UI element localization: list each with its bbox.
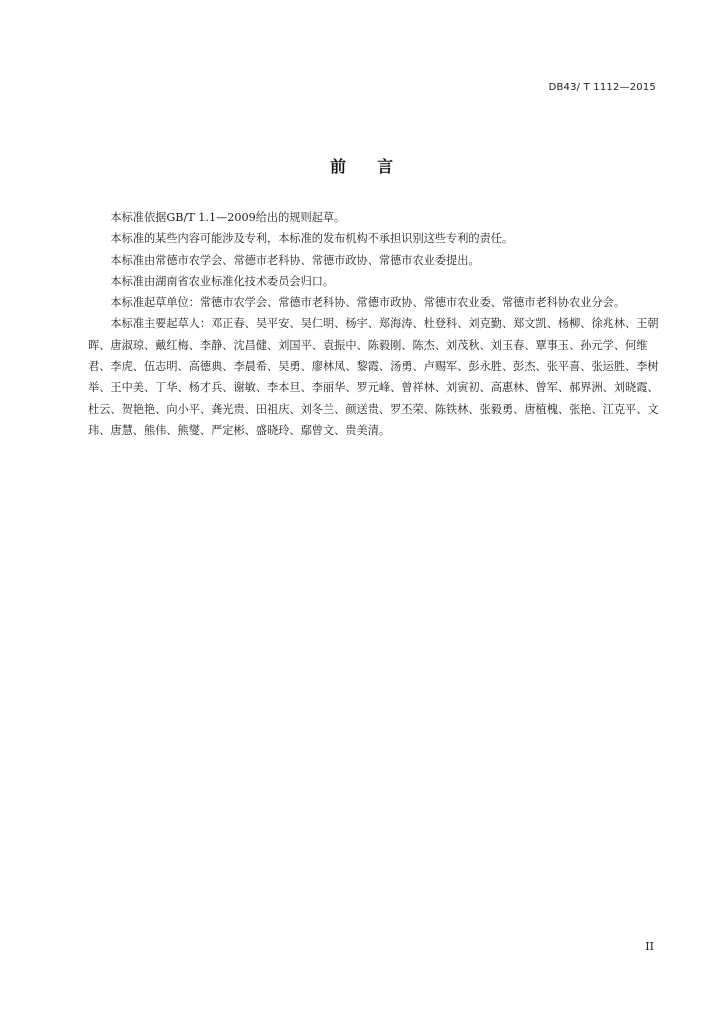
paragraph-drafting-rules: 本标准依据GB/T 1.1—2009给出的规则起草。 <box>110 211 346 224</box>
title-char-qian: 前 <box>329 157 347 176</box>
paragraph-patent-notice: 本标准的某些内容可能涉及专利，本标准的发布机构不承担识别这些专利的责任。 <box>110 232 514 246</box>
page-title <box>0 154 724 177</box>
paragraph-drafting-units: 本标准起草单位：常德市农学会、常德市老科协、常德市政协、常德市农业委、常德市老科协农业分会。 <box>110 296 626 310</box>
title-char-yan: 言 <box>377 157 395 176</box>
paragraph-main-drafters: 本标准主要起草人：邓正春、吴平安、吴仁明、杨宇、郑海涛、杜登科、刘克勤、郑文凯、杨柳、徐兆林、王朝晖、唐淑琼、戴红梅、李静、沈昌健、刘国平、袁振中、陈毅刚、陈杰、刘茂秋、刘玉春、覃事玉、孙元学、何维君、李虎、伍志明、高德典、李晨希、吴勇、廖林凤、黎霞、汤勇、卢赐军、彭永胜、彭杰、张平喜、张运胜、李树举、王中美、丁华、杨才兵、谢敏、李本旦、李丽华、罗元峰、曾祥林、刘寅初、高惠林、曾军、郝界洲、刘晓霞、杜云、贺艳艳、向小平、龚光贵、田祖庆、刘冬兰、颜送贵、罗丕荣、陈铁林、张毅勇、唐植槐、张艳、江克平、文玮、唐慧、熊伟、熊燮、严定彬、盛晓玲、鄢曾文、贵美清。 <box>88 317 659 437</box>
paragraph-proposer: 本标准由常德市农学会、常德市老科协、常德市政协、常德市农业委提出。 <box>110 253 480 267</box>
foreword-body <box>88 207 662 441</box>
page-number: II <box>645 940 654 953</box>
paragraph-technical-committee: 本标准由湖南省农业标准化技术委员会归口。 <box>110 274 335 288</box>
standard-code: DB43/ T 1112—2015 <box>548 82 656 93</box>
